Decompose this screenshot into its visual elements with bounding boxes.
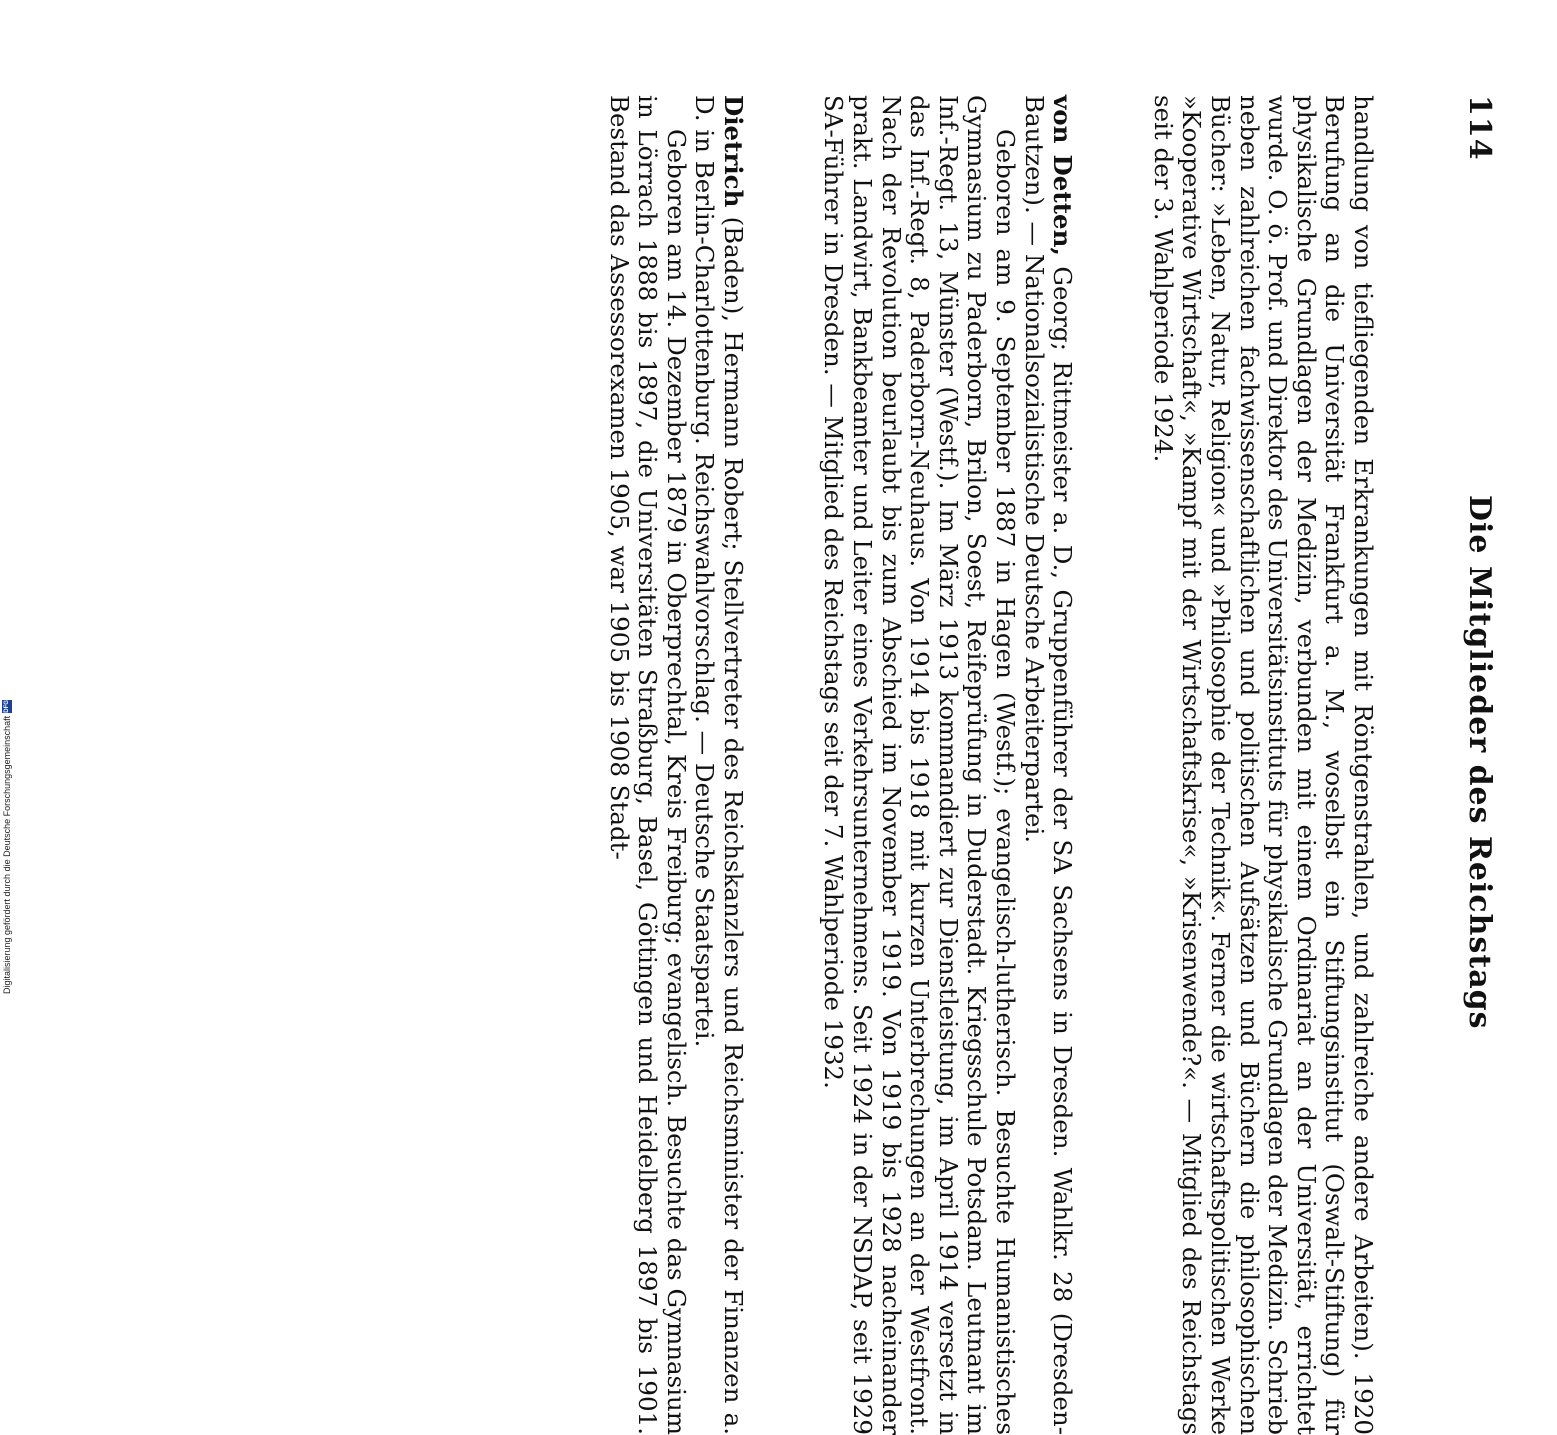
running-head: Die Mitglieder des Reichstags: [1462, 495, 1497, 1030]
page-body: [604, 95, 1377, 1435]
entry-intro-text: (Baden), Hermann Robert; Stellvertreter des Reichskanzlers und Reichsminister der Finanzen a. D. in Berlin-Charlottenburg. Reichswahlvorschlag. — Deutsche Staatspartei.: [690, 95, 748, 1435]
entry-intro: [1019, 95, 1076, 1435]
entry-intro-text: Georg; Rittmeister a. D., Gruppenführer der SA Sachsens in Dresden. Wahlkr. 28 (Dresden-Bautzen). — Nationalsozialistische Deutsche Arbeiterpartei.: [1019, 95, 1078, 1435]
credit-text: Digitalisierung gefördert durch die Deutsche Forschungsgemeinschaft: [2, 715, 12, 994]
continuation-paragraph: handlung von tiefliegenden Erkrankungen mit Röntgenstrahlen, und zahlreiche andere Arbeiten). 1920 Berufung an die Universität Frankfurt a. M., woselbst ein Stiftungsinstitut (Oswalt-Stiftung) für physikalische Grundlagen der Medizin, verbunden mit einem Ordinariat an der Universität, errichtet wurde. O. ö. Prof. und Direktor des Universitätsinstituts für physikalische Grundlagen der Medizin. Schrieb neben zahlreichen fachwissenschaftlichen und politischen Aufsätzen und Büchern die philosophischen Bücher: »Leben, Natur, Religion« und »Philosophie der Technik«. Ferner die wirtschaftspolitischen Werke »Kooperative Wirtschaft«, »Kampf mit der Wirtschaftskrise«, »Krisenwende?«. — Mitglied des Reichstags seit der 3. Wahlperiode 1924.: [1148, 95, 1378, 1435]
page-number: 114: [1462, 95, 1497, 161]
entry-separator: [1076, 95, 1148, 1435]
entry-intro: [690, 95, 747, 1435]
entry-name: von Detten,: [1048, 95, 1078, 256]
entry-biography: Geboren am 9. September 1887 in Hagen (Westf.); evangelisch-lutherisch. Besuchte Humanistisches Gymnasium zu Paderborn, Brilon, Soest, Reifeprüfung in Duderstadt. Kriegsschule Potsdam. Leutnant im Inf.-Regt. 13, Münster (Westf.). Im März 1913 kommandiert zur Dienstleistung, im April 1914 versetzt in das Inf.-Regt. 8, Paderborn-Neuhaus. Von 1914 bis 1918 mit kurzen Unterbrechungen an der Westfront. Nach der Revolution beurlaubt bis zum Abschied im November 1919. Von 1919 bis 1928 nacheinander prakt. Landwirt, Bankbeamter und Leiter eines Verkehrsunternehmens. Seit 1924 in der NSDAP, seit 1929 SA-Führer in Dresden. — Mitglied des Reichstags seit der 7. Wahlperiode 1932.: [819, 95, 1021, 1435]
entry-von-detten: [819, 95, 1076, 1435]
entry-biography: Geboren am 14. Dezember 1879 in Oberprechtal, Kreis Freiburg; evangelisch. Besuchte das Gymnasium in Lörrach 1888 bis 1897, die Universitäten Straßburg, Basel, Göttingen und Heidelberg 1897 bis 1901. Bestand das Assessorexamen 1905, war 1905 bis 1908 Stadt-: [604, 95, 691, 1435]
page-header: [1437, 95, 1497, 1435]
digitization-credit: [2, 594, 12, 994]
dfg-logo-icon: DFG: [4, 700, 10, 713]
entry-separator: [747, 95, 819, 1435]
entry-dietrich: [604, 95, 747, 1435]
entry-name: Dietrich: [718, 95, 748, 208]
